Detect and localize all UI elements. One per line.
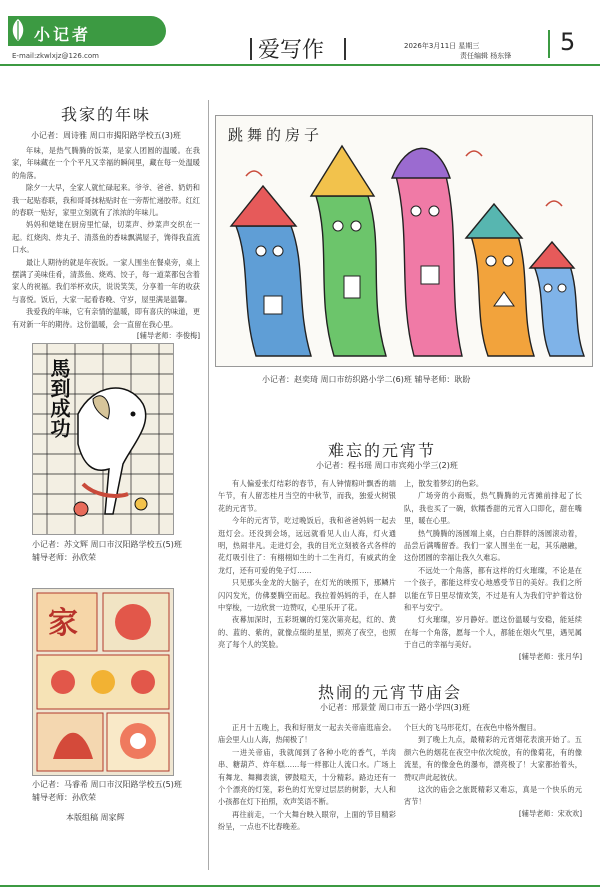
- article-body-col1: [218, 478, 396, 652]
- paragraph: 我爱我的年味，它有亲情的温暖，即有喜庆的味道，更有对新一年的期待。这份温暖，会一直留在我心里。: [12, 307, 200, 329]
- horse-calligraphy: 馬到成功: [47, 358, 71, 438]
- paragraph: 最让人期待的就是年夜饭。一家人围坐在餐桌旁，桌上摆满了美味佳肴，清蒸鱼、烧鸡、饺子，每一道菜都包含着家人的祝福。我们举杯欢庆，说说笑笑，分享着一年的收获与喜悦。饭后，大家一起看春晚、守岁，屋里满是温馨。: [12, 257, 200, 304]
- article-title-temple-fair: 热闹的元宵节庙会: [318, 683, 463, 702]
- paragraph: 夜幕加深时，五彩斑斓的灯笼次第亮起，红的、黄的、蓝的、紫的，就像点缀的星星，照亮了夜空，也照亮了每个人的笑脸。: [218, 615, 396, 650]
- title-divider-left: [250, 38, 252, 60]
- paragraph: 今年的元宵节，吃过晚饭后，我和爸爸妈妈一起去逛灯会。还没到会场，远远就看见人山人海，灯火通明，热闹非凡。走进灯会，我的目光立刻被各式各样的花灯吸引住了：有栩栩如生的十二生肖灯，有威武的金龙灯，还有可爱的兔子灯……: [218, 516, 396, 575]
- tutor-signature: [辅导老师：张月华]: [518, 651, 582, 661]
- paragraph: 正月十五晚上，我和好朋友一起去关帝庙逛庙会。庙会里人山人海，热闹极了！: [218, 723, 396, 745]
- article-byline: 小记者：周诗雅 周口市揭阳路学校五(3)班: [31, 131, 181, 140]
- article-title: 我家的年味: [60, 105, 151, 124]
- paragraph: 个巨大的飞马形花灯，在夜色中格外醒目。: [404, 723, 541, 732]
- article-title-lantern-festival: 难忘的元宵节: [328, 441, 437, 460]
- leaf-icon: [9, 17, 27, 43]
- paragraph: 热气腾腾的汤圆端上桌，白白胖胖的汤圆滚动着，品尝后满嘴留香。我们一家人围坐在一起，其乐融融，这份团圆的幸福让我久久难忘。: [404, 528, 582, 563]
- paragraph: 只见那头金龙的大脑子，在灯光的映照下，那鳞片闪闪发光，仿佛要腾空而起。我拉着妈妈的手，在人群中穿梭，一边欣赏一边赞叹，心里乐开了花。: [218, 578, 396, 613]
- article-body: [12, 145, 200, 341]
- drawing-horse: [32, 343, 174, 535]
- responsible-editor: 责任编辑 杨东锋: [460, 52, 512, 60]
- houses-illustration: [216, 116, 592, 366]
- tutor-signature: [辅导老师：宋欢欢]: [518, 808, 582, 818]
- editor-note: 本版组稿 周家辉: [66, 813, 125, 822]
- paragraph: 年味，是热气腾腾的饭菜，是家人团圆的温暖。在我家，年味藏在一个个平凡又幸福的瞬间里，藏在每一处温暖的角落。: [12, 146, 200, 180]
- paragraph: 上，散发着梦幻的色彩。: [404, 479, 484, 488]
- paragraph: 有人偏爱张灯结彩的春节，有人钟情粽叶飘香的端午节，有人留恋桂月当空的中秋节，而我，独爱火树银花的元宵节。: [218, 479, 396, 513]
- caption-horse: 小记者：苏文辉 周口市汉阳路学校五(5)班 辅导老师：孙欣荣: [32, 540, 182, 562]
- header-rule: [0, 64, 600, 66]
- issue-date: 2026年3月11日 星期三: [404, 42, 480, 50]
- houses-drawing-title: 跳舞的房子: [228, 126, 324, 144]
- masthead-logo: 小记者: [34, 25, 92, 44]
- paragraph: 妈妈和姥姥在厨房里忙碌，切菜声、炒菜声交织在一起。红烧肉、炸丸子、清蒸鱼的香味飘满屋子，馋得我直流口水。: [12, 220, 200, 255]
- paragraph: 不远处一个角落，都有这样的灯火璀璨，不论是在一个孩子，都能这样安心地感受节日的美好。我们之所以能在节日里尽情欢笑，不过是有人为我们守护着这份和平与安宁。: [404, 565, 582, 613]
- tutor-signature: [辅导老师：李俊梅]: [136, 331, 200, 341]
- paragraph: 灯火璀璨，岁月静好。愿这份温暖与安稳，能延续在每一个角落，愿每一个人，都能在烟火气里，遇见属于自己的幸福与美好。: [404, 615, 582, 650]
- caption-paper-cut: 小记者：马睿希 周口市汉阳路学校五(5)班 辅导老师：孙欣荣: [32, 780, 182, 802]
- page-number: 5: [560, 28, 576, 56]
- article-byline: 小记者：程书瑶 周口市宾苑小学三(2)班: [316, 461, 458, 470]
- article-body-col2: [404, 722, 582, 819]
- paragraph: 再往前走，一个大舞台映入眼帘，上面的节目精彩纷呈，一点也不比春晚差。: [218, 809, 396, 832]
- paragraph: 除夕一大早，全家人就忙碌起来。爷爷、爸爸、奶奶和我一起贴春联，我和哥哥抹粘贴时在一旁帮忙递胶带。红红的春联一贴好，家里立刻就有了浓浓的年味儿。: [12, 183, 200, 218]
- footer-rule: [0, 885, 600, 887]
- email-address: E-mail:zkwlxjz@126.com: [12, 52, 100, 60]
- drawing-paper-cut: [32, 588, 174, 776]
- caption-houses: 小记者：赵奕琦 周口市纺织路小学二(6)班 辅导老师：耿盼: [262, 375, 471, 384]
- article-family-new-year: [12, 102, 200, 341]
- column-separator: [208, 100, 209, 870]
- paragraph: 这次的庙会之旅既精彩又难忘，真是一个快乐的元宵节！: [404, 785, 582, 807]
- article-body-col1: [218, 722, 396, 834]
- drawing-dancing-houses: [215, 115, 593, 367]
- paragraph: 广场旁的小商贩，热气腾腾的元宵摊前排起了长队，我也买了一碗，软糯香甜的元宵入口即化，甜在嘴里，暖在心里。: [404, 491, 582, 526]
- article-byline: 小记者：邢景萱 周口市五一路小学四(3)班: [320, 703, 470, 712]
- paragraph: 到了晚上九点，最精彩的元宵烟花表演开始了。五颜六色的烟花在夜空中依次绽放，有的像菊花，有的像流星，有的像金色的瀑布，漂亮极了！大家都抬着头，赞叹声此起彼伏。: [404, 735, 582, 782]
- article-body-col2: [404, 478, 582, 662]
- paper-cut-character: 家: [48, 606, 78, 641]
- paragraph: 一进关帝庙，我就闻到了各种小吃的香气，羊肉串、糖葫芦、炸年糕……每一样都让人流口水。广场上有舞龙、舞狮表演，锣鼓喧天，十分精彩。路边还有一个个漂亮的灯笼，彩色的灯光穿过层层的树影，大人和小孩都在灯下拍照，欢声笑语不断。: [218, 747, 396, 807]
- page-number-bar: [548, 30, 550, 58]
- column-title: 爱写作: [258, 38, 325, 63]
- title-divider-right: [344, 38, 346, 60]
